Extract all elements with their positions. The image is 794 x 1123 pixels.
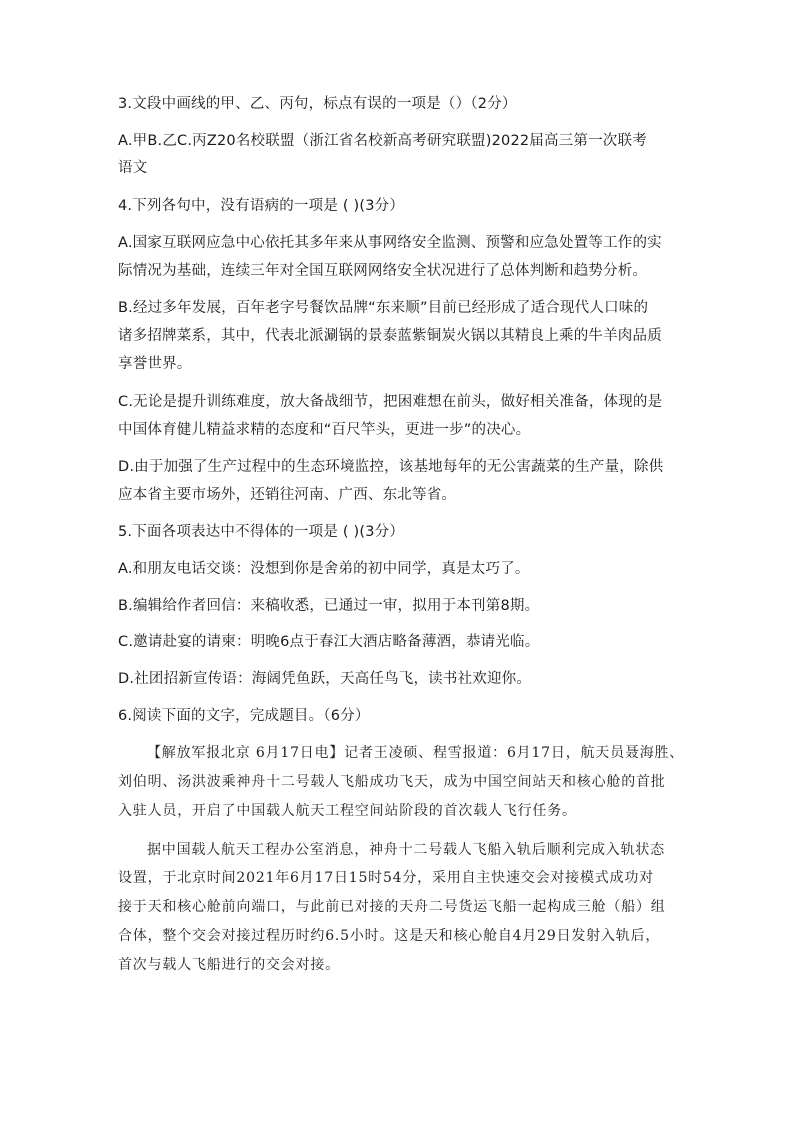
question-3-options-continued: 语文 — [118, 160, 148, 176]
question-4-option-b-line-2: 诸多招牌菜系，其中，代表北派涮锅的景泰蓝紫铜炭火锅以其精良上乘的牛羊肉品质 — [118, 328, 662, 344]
question-5-option-a: A.和朋友电话交谈：没想到你是舍弟的初中同学，真是太巧了。 — [118, 561, 530, 577]
question-5-option-c: C.邀请赴宴的请柬：明晚6点于春江大酒店略备薄酒，恭请光临。 — [118, 634, 540, 650]
question-4-stem: 4.下列各句中，没有语病的一项是 ( )(3分） — [118, 198, 405, 214]
news-paragraph-2-line-2: 设置，于北京时间2021年6月17日15时54分，采用自主快速交会对接模式成功对 — [118, 870, 654, 886]
news-paragraph-1-line-3: 入驻人员，开启了中国载人航天工程空间站阶段的首次载人飞行任务。 — [118, 803, 577, 819]
question-4-option-c-line-2: 中国体育健儿精益求精的态度和“百尺竿头，更进一步”的决心。 — [118, 422, 531, 438]
question-3-options: A.甲B.乙C.丙Z20名校联盟（浙江省名校新高考研究联盟)2022届高三第一次联考 — [118, 133, 647, 149]
question-6-stem: 6.阅读下面的文字，完成题目。（6分） — [118, 708, 370, 724]
news-paragraph-2-line-5: 首次与载人飞船进行的交会对接。 — [118, 957, 340, 973]
news-paragraph-1-line-2: 刘伯明、汤洪波乘神舟十二号载人飞船成功飞天，成为中国空间站天和核心舱的首批 — [118, 774, 666, 790]
question-5-stem: 5.下面各项表达中不得体的一项是 ( )(3分） — [118, 524, 405, 540]
question-4-option-c-line-1: C.无论是提升训练难度，放大备战细节，把困难想在前头，做好相关准备，体现的是 — [118, 394, 663, 410]
question-3-stem: 3.文段中画线的甲、乙、丙句，标点有误的一项是（）（2分） — [118, 96, 517, 112]
question-4-option-d-line-1: D.由于加强了生产过程中的生态环境监控，该基地每年的无公害蔬菜的生产量，除供 — [118, 459, 664, 475]
news-paragraph-1-line-1: 【解放军报北京 6月17日电】记者王凌硕、程雪报道：6月17日，航天员聂海胜、 — [147, 745, 685, 761]
question-4-option-a-line-1: A.国家互联网应急中心依托其多年来从事网络安全监测、预警和应急处置等工作的实 — [118, 235, 662, 251]
question-4-option-a-line-2: 际情况为基础，连续三年对全国互联网网络安全状况进行了总体判断和趋势分析。 — [118, 263, 648, 279]
question-4-option-b-line-3: 享誉世界。 — [118, 356, 192, 372]
news-paragraph-2-line-4: 合体，整个交会对接过程历时约6.5小时。这是天和核心舱自4月29日发射入轨后， — [118, 928, 661, 944]
question-4-option-d-line-2: 应本省主要市场外，还销往河南、广西、东北等省。 — [118, 487, 457, 503]
question-5-option-d: D.社团招新宣传语：海阔凭鱼跃，天高任鸟飞，读书社欢迎你。 — [118, 671, 532, 687]
news-paragraph-2-line-3: 接于天和核心舱前向端口，与此前已对接的天舟二号货运飞船一起构成三舱（船）组 — [118, 899, 666, 915]
question-5-option-b: B.编辑给作者回信：来稿收悉，已通过一审，拟用于本刊第8期。 — [118, 598, 540, 614]
news-paragraph-2-line-1: 据中国载人航天工程办公室消息，神舟十二号载人飞船入轨后顺利完成入轨状态 — [147, 842, 665, 858]
question-4-option-b-line-1: B.经过多年发展，百年老字号餐饮品牌“东来顺”目前已经形成了适合现代人口味的 — [118, 300, 649, 316]
